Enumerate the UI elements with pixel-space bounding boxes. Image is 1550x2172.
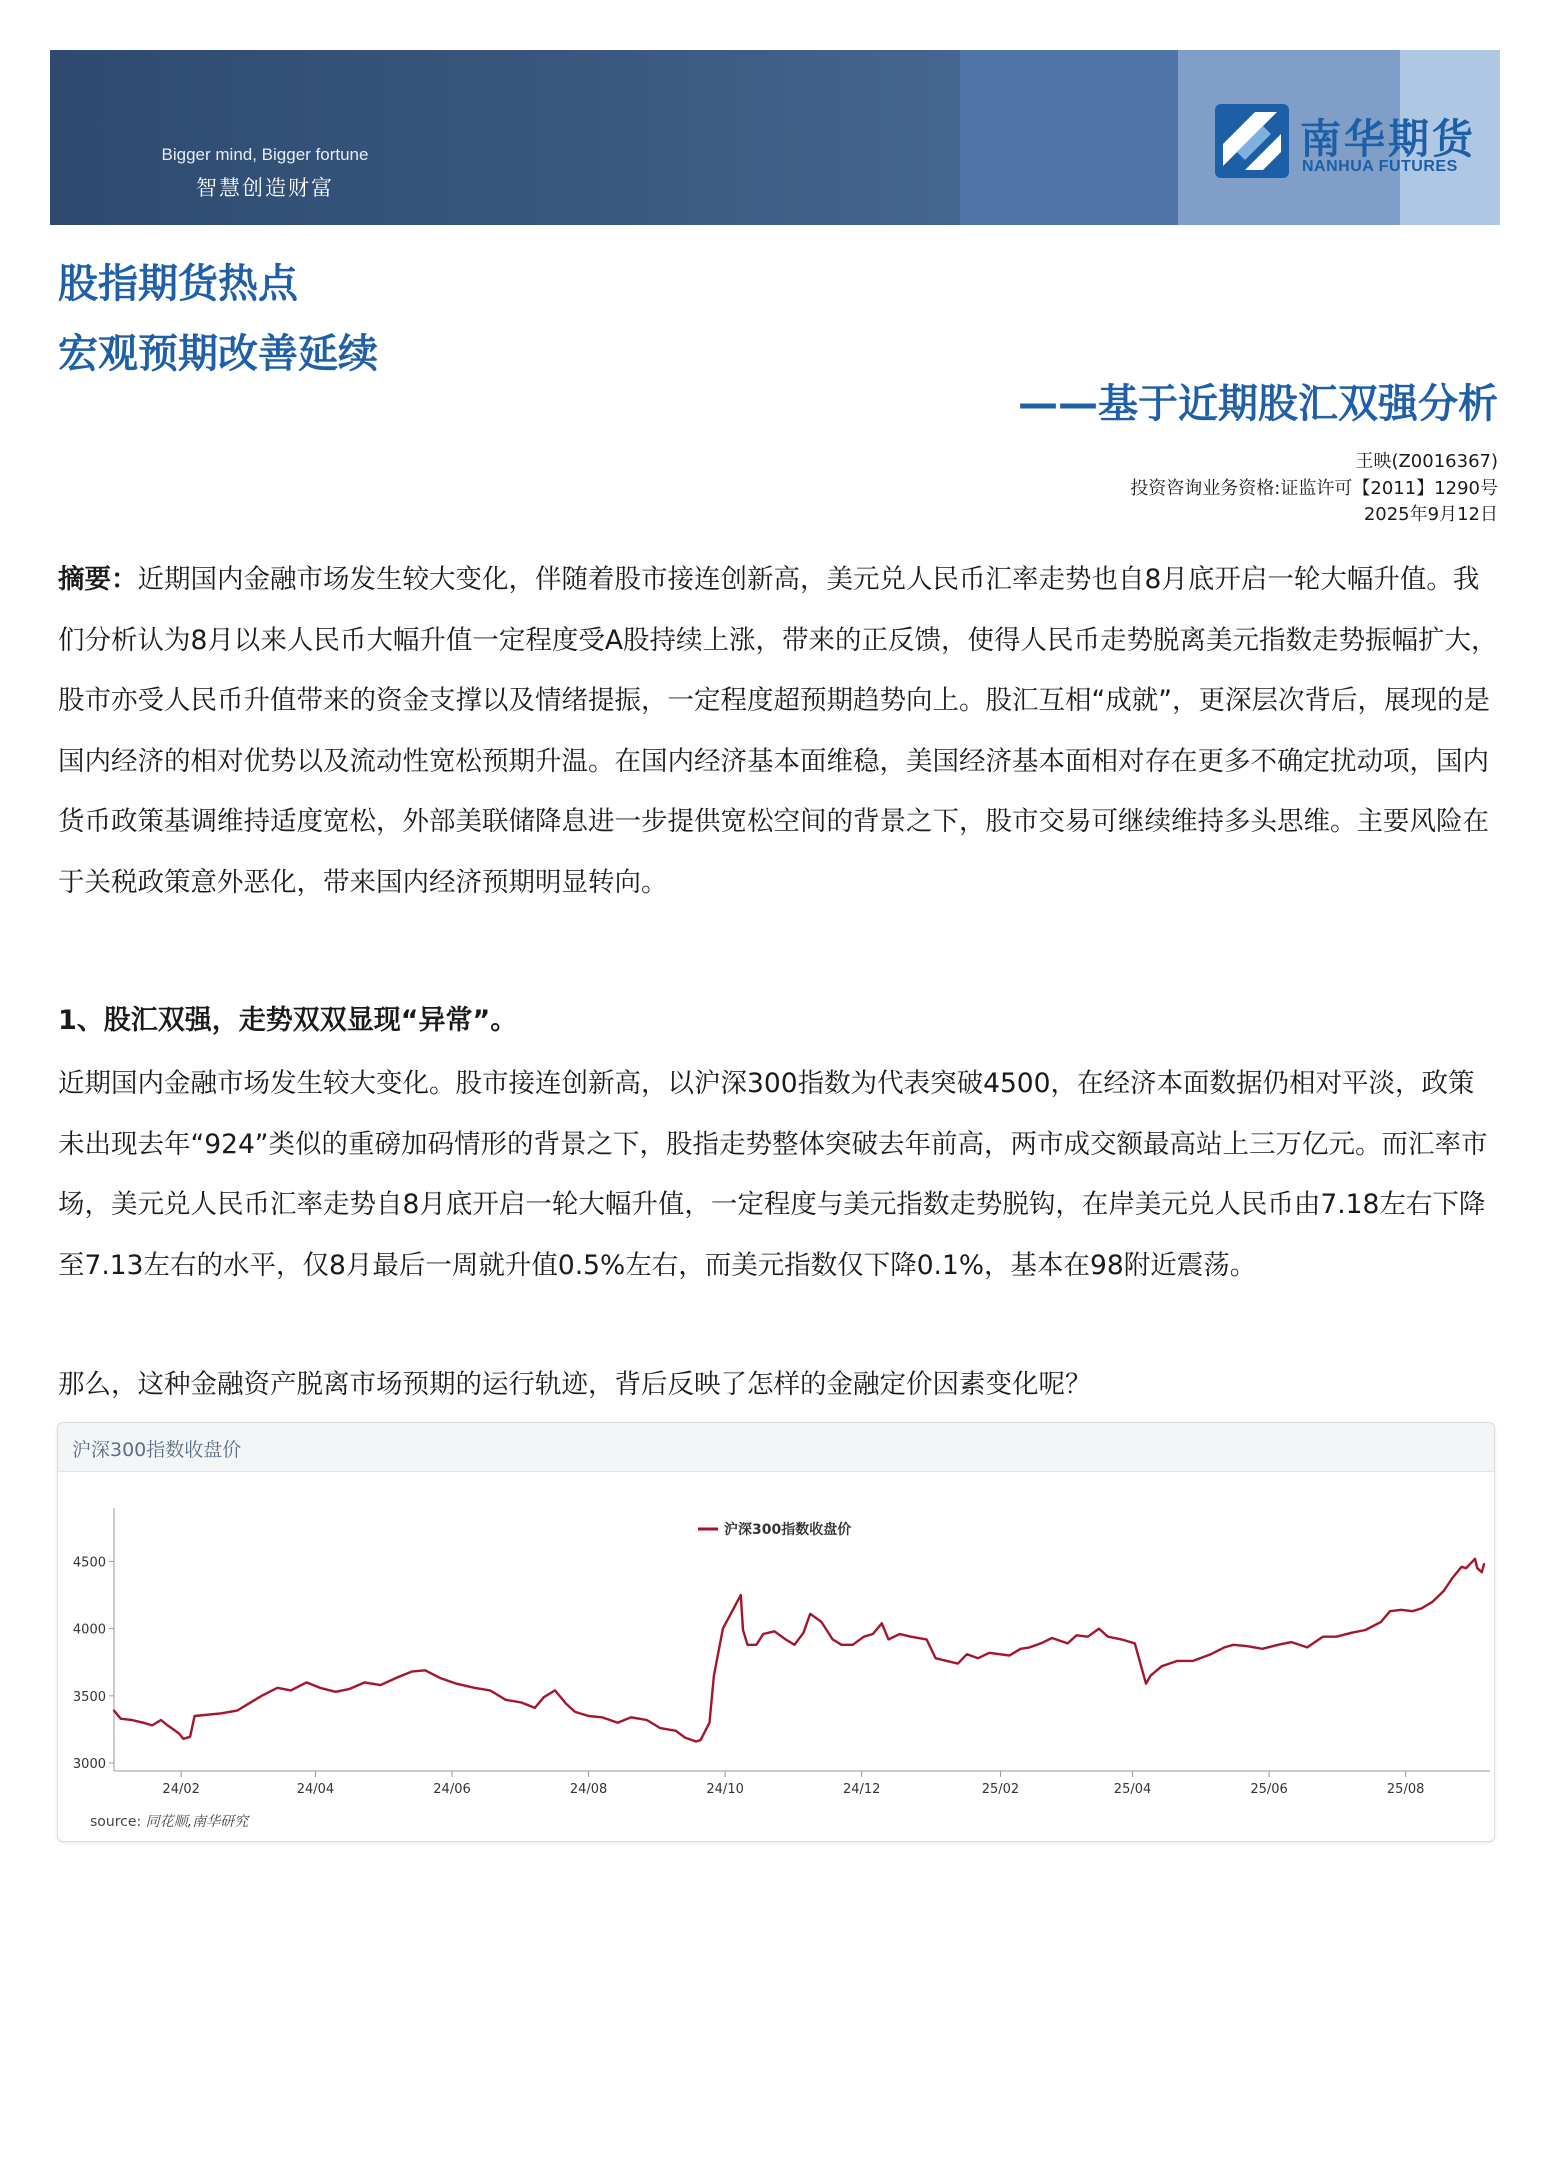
author: 王映(Z0016367) [1355,451,1498,472]
license-info: 投资咨询业务资格:证监许可【2011】1290号 [1130,478,1498,499]
report-subtitle: ——基于近期股汇双强分析 [1018,381,1498,427]
line-chart [58,1423,1494,1841]
x-tick-label: 24/02 [162,1782,200,1797]
y-tick-label: 4500 [72,1555,106,1571]
y-tick-label: 3500 [72,1689,106,1705]
slogan-english: Bigger mind, Bigger fortune [161,145,369,164]
nanhua-logo-icon [1215,104,1289,178]
legend-label: 沪深300指数收盘价 [724,1522,852,1538]
source-label: source: [90,1814,142,1830]
x-tick-label: 24/08 [569,1782,608,1797]
x-tick-label: 24/10 [706,1782,744,1797]
chart-source [90,1811,248,1831]
chart-card [57,1422,1495,1842]
x-tick-label: 25/04 [1113,1782,1152,1797]
x-tick-label: 24/06 [433,1782,471,1797]
section-heading: 1、股汇双强，走势双双显现“异常”。 [58,1005,518,1036]
y-tick-label: 3000 [72,1757,106,1772]
section-paragraph: 近期国内金融市场发生较大变化。股市接连创新高，以沪深300指数为代表突破4500，在经济本面数据仍相对平淡，政策未出现去年“924”类似的重磅加码情形的背景之下，股指走势整体突破去年前高，两市成交额最高站上三万亿元。而汇率市场，美元兑人民币汇率走势自8月底开启一轮大幅升值，一定程度与美元指数走势脱钩，在岸美元兑人民币由7.18左右下降至7.13左右的水平，仅8月最后一周就升值0.5%左右，而美元指数仅下降0.1%，基本在98附近震荡。 [58,1068,1488,1281]
series-line [114,1559,1484,1742]
header-banner [50,50,1500,225]
x-tick-label: 25/06 [1250,1782,1288,1797]
report-category-title: 股指期货热点 [58,261,298,307]
logo-text-english: NANHUA FUTURES [1302,158,1458,175]
report-date: 2025年9月12日 [1363,504,1498,525]
x-tick-label: 24/12 [842,1782,881,1797]
report-main-title: 宏观预期改善延续 [58,331,378,377]
x-tick-label: 25/02 [981,1782,1020,1797]
x-tick-label: 25/08 [1386,1782,1425,1797]
slogan-chinese: 智慧创造财富 [196,176,334,200]
source-value: 同花顺,南华研究 [145,1814,249,1830]
abstract-paragraph [58,550,1498,913]
abstract-label: 摘要： [58,564,138,595]
logo-text-chinese: 南华期货 [1300,115,1476,163]
abstract-text: 近期国内金融市场发生较大变化，伴随着股市接连创新高，美元兑人民币汇率走势也自8月底开启一轮大幅升值。我们分析认为8月以来人民币大幅升值一定程度受A股持续上涨，带来的正反馈，使得人民币走势脱离美元指数走势振幅扩大，股市亦受人民币升值带来的资金支撑以及情绪提振，一定程度超预期趋势向上。股汇互相“成就”，更深层次背后，展现的是国内经济的相对优势以及流动性宽松预期升温。在国内经济基本面维稳，美国经济基本面相对存在更多不确定扰动项，国内货币政策基调维持适度宽松，外部美联储降息进一步提供宽松空间的背景之下，股市交易可继续维持多头思维。主要风险在于关税政策意外恶化，带来国内经济预期明显转向。 [58,564,1498,898]
chart-card-title: 沪深300指数收盘价 [72,1439,242,1461]
banner-block [960,50,1178,225]
section-closing-question: 那么，这种金融资产脱离市场预期的运行轨迹，背后反映了怎样的金融定价因素变化呢？ [58,1369,1092,1400]
x-tick-label: 24/04 [296,1782,335,1797]
y-tick-label: 4000 [72,1622,106,1638]
